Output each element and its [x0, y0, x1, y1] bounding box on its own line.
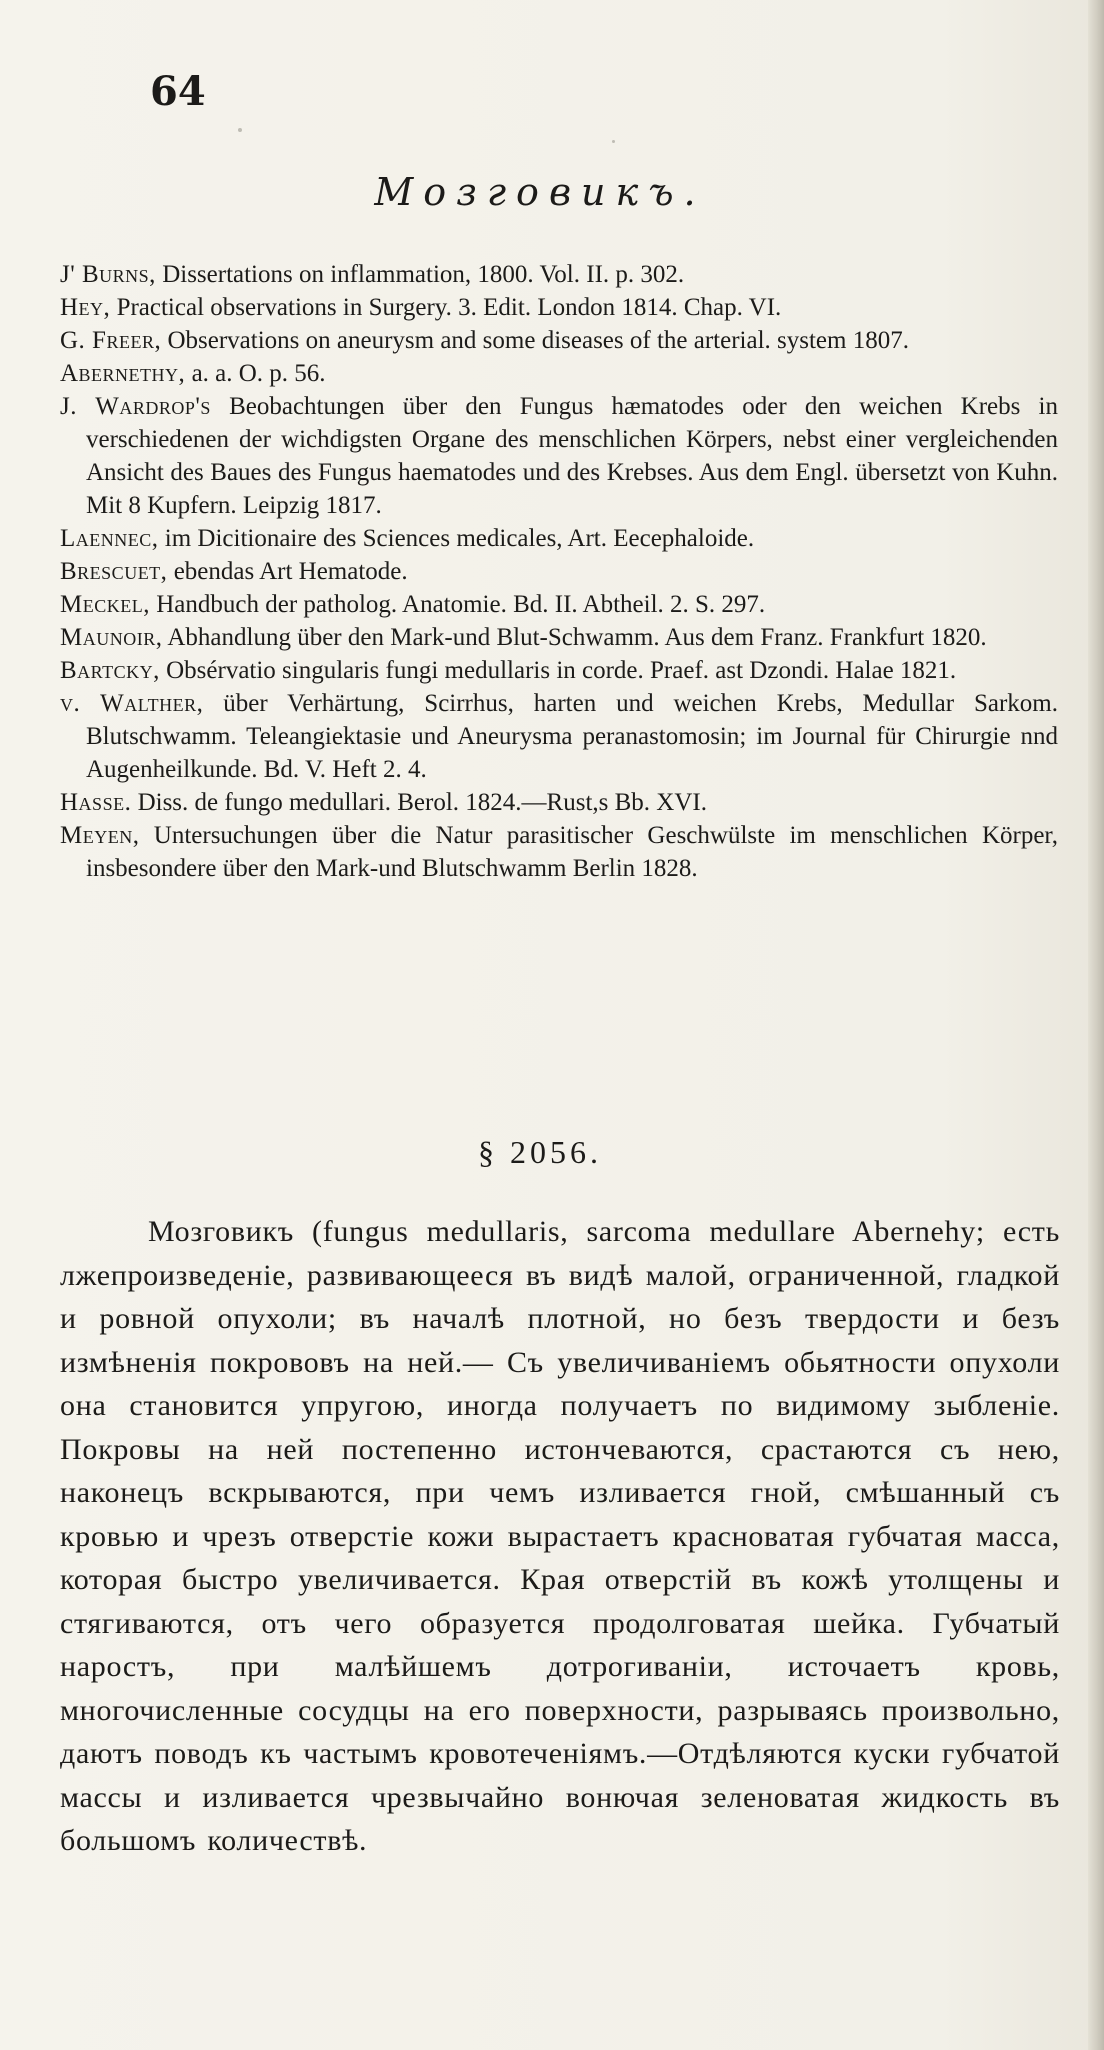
bibliography-entry	[60, 687, 1058, 786]
reference-author: J' Burns,	[60, 261, 156, 288]
bibliography-list	[60, 258, 1058, 885]
reference-author: Hasse.	[60, 789, 132, 816]
reference-author: Abernethy,	[60, 360, 186, 387]
reference-text: Abhandlung über den Mark-und Blut-Schwamm. Aus dem Franz. Frankfurt 1820.	[162, 624, 987, 651]
bibliography-entry	[60, 819, 1058, 885]
reference-text: Beobachtungen über den Fungus hæmatodes oder den weichen Krebs in verschiedenen der wichdigsten Organe des menschlichen Körpers, nebst einer vergleichenden Ansicht des Baues des Fungus haematodes und des Krebses. Aus dem Engl. übersetzt von Kuhn. Mit 8 Kupfern. Leipzig 1817.	[86, 393, 1058, 519]
reference-text: ebendas Art Hematode.	[167, 558, 408, 585]
reference-text: Dissertations on inflammation, 1800. Vol. II. p. 302.	[155, 261, 685, 288]
body-paragraph: Мозговикъ (fungus medullaris, sarcoma medullare Abernehy; есть лжепроизведеніе, развивающееся въ видѣ малой, ограниченной, гладкой и ровной опухоли; въ началѣ плотной, но безъ твердости и безъ измѣненія покрововъ на ней.— Съ увеличиваніемъ обьятности опухоли она становится упругою, иногда получаетъ по видимому зыбленіе. Покровы на ней постепенно истончеваются, срастаются съ нею, наконецъ вскрываются, при чемъ изливается гной, смѣшанный съ кровью и чрезъ отверстіе кожи вырастаетъ красноватая губчатая масса, которая быстро увеличивается. Края отверстій въ кожѣ утолщены и стягиваются, отъ чего образуется продолговатая шейка. Губчатый наростъ, при малѣйшемъ дотрогиваніи, источаетъ кровь, многочисленные сосудцы на его поверхности, разрываясь произвольно, даютъ поводъ къ частымъ кровотеченіямъ.—Отдѣляются куски губчатой массы и изливается чрезвычайно вонючая зеленоватая жидкость въ большомъ количествѣ.	[60, 1215, 1060, 1857]
reference-author: v. Walther,	[60, 690, 204, 717]
page-title: Мозговикъ.	[374, 170, 706, 214]
page-number: 64	[150, 68, 206, 115]
bibliography-entry	[60, 522, 1058, 555]
reference-author: G. Freer,	[60, 327, 162, 354]
reference-text: a. a. O. p. 56.	[185, 360, 326, 387]
paper-speck	[612, 140, 615, 143]
reference-text: Obsérvatio singularis fungi medullaris in corde. Praef. ast Dzondi. Halae 1821.	[159, 657, 957, 684]
bibliography-entry	[60, 786, 1058, 819]
reference-author: Bartcky,	[60, 657, 160, 684]
reference-author: Meckel,	[60, 591, 150, 618]
reference-text: über Verhärtung, Scirrhus, harten und weichen Krebs, Medullar Sarkom. Blutschwamm. Teleangiektasie und Aneurysma peranastomosin; im Journal für Chirurgie nnd Augenheilkunde. Bd. V. Heft 2. 4.	[86, 690, 1058, 783]
bibliography-entry	[60, 621, 1058, 654]
reference-text: im Dicitionaire des Sciences medicales, Art. Eecephaloide.	[158, 525, 755, 552]
reference-text: Observations on aneurysm and some diseases of the arterial. system 1807.	[161, 327, 909, 354]
bibliography-entry	[60, 324, 1058, 357]
paper-speck	[238, 128, 242, 132]
reference-author: J. Wardrop's	[60, 393, 211, 420]
reference-text: Handbuch der patholog. Anatomie. Bd. II. Abtheil. 2. S. 297.	[149, 591, 766, 618]
bibliography-entry	[60, 390, 1058, 522]
page-gutter	[1088, 0, 1104, 2050]
reference-author: Brescuet,	[60, 558, 168, 585]
reference-text: Diss. de fungo medullari. Berol. 1824.—Rust,s Bb. XVI.	[131, 789, 707, 816]
bibliography-entry	[60, 258, 1058, 291]
bibliography-entry	[60, 357, 1058, 390]
reference-author: Laennec,	[60, 525, 159, 552]
reference-author: Meyen,	[60, 822, 140, 849]
bibliography-entry	[60, 588, 1058, 621]
reference-author: Hey,	[60, 294, 111, 321]
bibliography-entry	[60, 555, 1058, 588]
bibliography-entry	[60, 654, 1058, 687]
reference-text: Untersuchungen über die Natur parasitischer Geschwülste im menschlichen Körper, insbesondere über den Mark-und Blutschwamm Berlin 1828.	[86, 822, 1058, 882]
section-heading: § 2056.	[478, 1134, 602, 1170]
reference-text: Practical observations in Surgery. 3. Edit. London 1814. Chap. VI.	[110, 294, 782, 321]
bibliography-entry	[60, 291, 1058, 324]
reference-author: Maunoir,	[60, 624, 163, 651]
